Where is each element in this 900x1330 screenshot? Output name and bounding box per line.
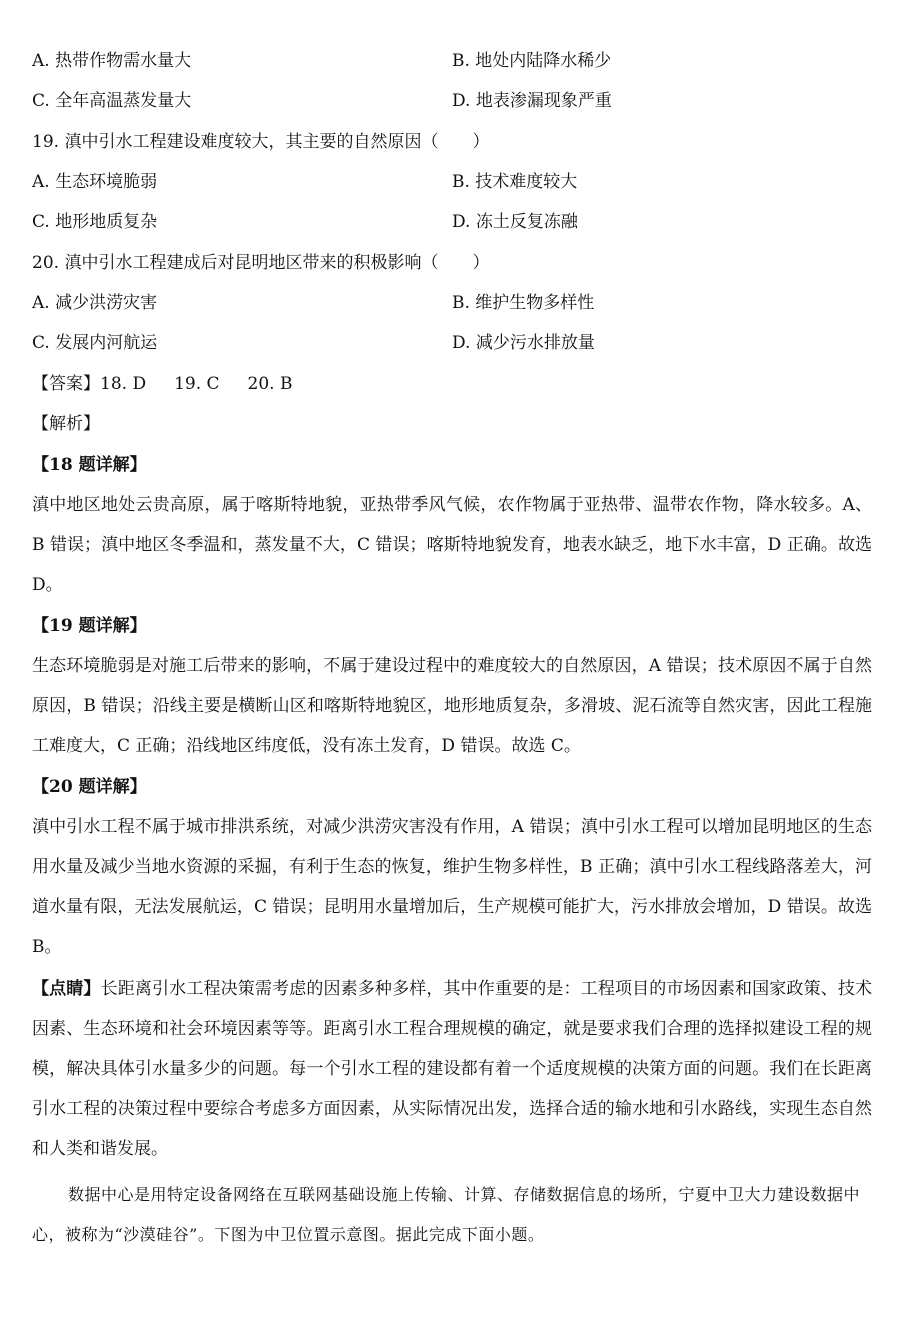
answer-line	[32, 370, 870, 398]
comment-text: 长距离引水工程决策需考虑的因素多种多样，其中作重要的是：工程项目的市场因素和国家政策、技术因素、生态环境和社会环境因素等等。距离引水工程合理规模的确定，就是要求我们合理的选择拟建设工程的规模，解决具体引水量多少的问题。每一个引水工程的建设都有着一个适度规模的决策方面的问题。我们在长距离引水工程的决策过程中要综合考虑多方面因素，从实际情况出发，选择合适的输水地和引水路线，实现生态自然和人类和谐发展。	[32, 979, 873, 1159]
q18-option-b: B. 地处内陆降水稀少	[452, 51, 612, 71]
q20-options-row-2	[32, 329, 870, 357]
q19-stem: 19. 滇中引水工程建设难度较大，其主要的自然原因（ ）	[32, 132, 490, 152]
q20-option-d: D. 减少污水排放量	[452, 333, 595, 353]
q19-options-row-2	[32, 208, 870, 236]
q20-option-a: A. 减少洪涝灾害	[32, 293, 158, 313]
detail-19-heading: 【19 题详解】	[32, 616, 147, 636]
detail-20-heading: 【20 题详解】	[32, 777, 147, 797]
q18-option-c: C. 全年高温蒸发量大	[32, 91, 192, 111]
next-section-intro: 数据中心是用特定设备网络在互联网基础设施上传输、计算、存储数据信息的场所，宁夏中卫大力建设数据中心，被称为“沙漠硅谷”。下图为中卫位置示意图。据此完成下面小题。	[32, 1185, 861, 1244]
q19-option-b: B. 技术难度较大	[452, 172, 578, 192]
q19-option-d: D. 冻土反复冻融	[452, 212, 578, 232]
comment-paragraph	[32, 969, 872, 1169]
q20-options-row-1	[32, 289, 870, 317]
q20-option-b: B. 维护生物多样性	[452, 293, 595, 313]
detail-20-text: 滇中引水工程不属于城市排洪系统，对减少洪涝灾害没有作用，A 错误；滇中引水工程可以增加昆明地区的生态用水量及减少当地水资源的采掘，有利于生态的恢复，维护生物多样性，B 正确；滇中引水工程线路落差大，河道水量有限，无法发展航运，C 错误；昆明用水量增加后，生产规模可能扩大，污水排放会增加，D 错误。故选 B。	[32, 817, 872, 957]
analysis-label: 【解析】	[32, 414, 100, 434]
answer-19: 19. C	[174, 374, 220, 394]
q20-option-c: C. 发展内河航运	[32, 333, 158, 353]
q19-option-a: A. 生态环境脆弱	[32, 172, 158, 192]
detail-18-heading: 【18 题详解】	[32, 455, 147, 475]
q18-option-a: A. 热带作物需水量大	[32, 51, 192, 71]
q18-options-row-2	[32, 87, 870, 115]
answer-18: 18. D	[100, 374, 147, 394]
q20-stem: 20. 滇中引水工程建成后对昆明地区带来的积极影响（ ）	[32, 253, 490, 273]
q18-options-row-1	[32, 47, 870, 75]
comment-label: 【点睛】	[32, 979, 101, 999]
q18-option-d: D. 地表渗漏现象严重	[452, 91, 612, 111]
detail-18-text: 滇中地区地处云贵高原，属于喀斯特地貌，亚热带季风气候，农作物属于亚热带、温带农作物，降水较多。A、B 错误；滇中地区冬季温和，蒸发量不大，C 错误；喀斯特地貌发育，地表水缺乏，地下水丰富，D 正确。故选 D。	[32, 495, 872, 595]
q19-options-row-1	[32, 168, 870, 196]
detail-19-text: 生态环境脆弱是对施工后带来的影响，不属于建设过程中的难度较大的自然原因，A 错误；技术原因不属于自然原因，B 错误；沿线主要是横断山区和喀斯特地貌区，地形地质复杂，多滑坡、泥石流等自然灾害，因此工程施工难度大，C 正确；沿线地区纬度低，没有冻土发育，D 错误。故选 C。	[32, 656, 872, 756]
answer-label: 【答案】	[32, 374, 100, 394]
answer-20: 20. B	[247, 374, 293, 394]
q19-option-c: C. 地形地质复杂	[32, 212, 158, 232]
